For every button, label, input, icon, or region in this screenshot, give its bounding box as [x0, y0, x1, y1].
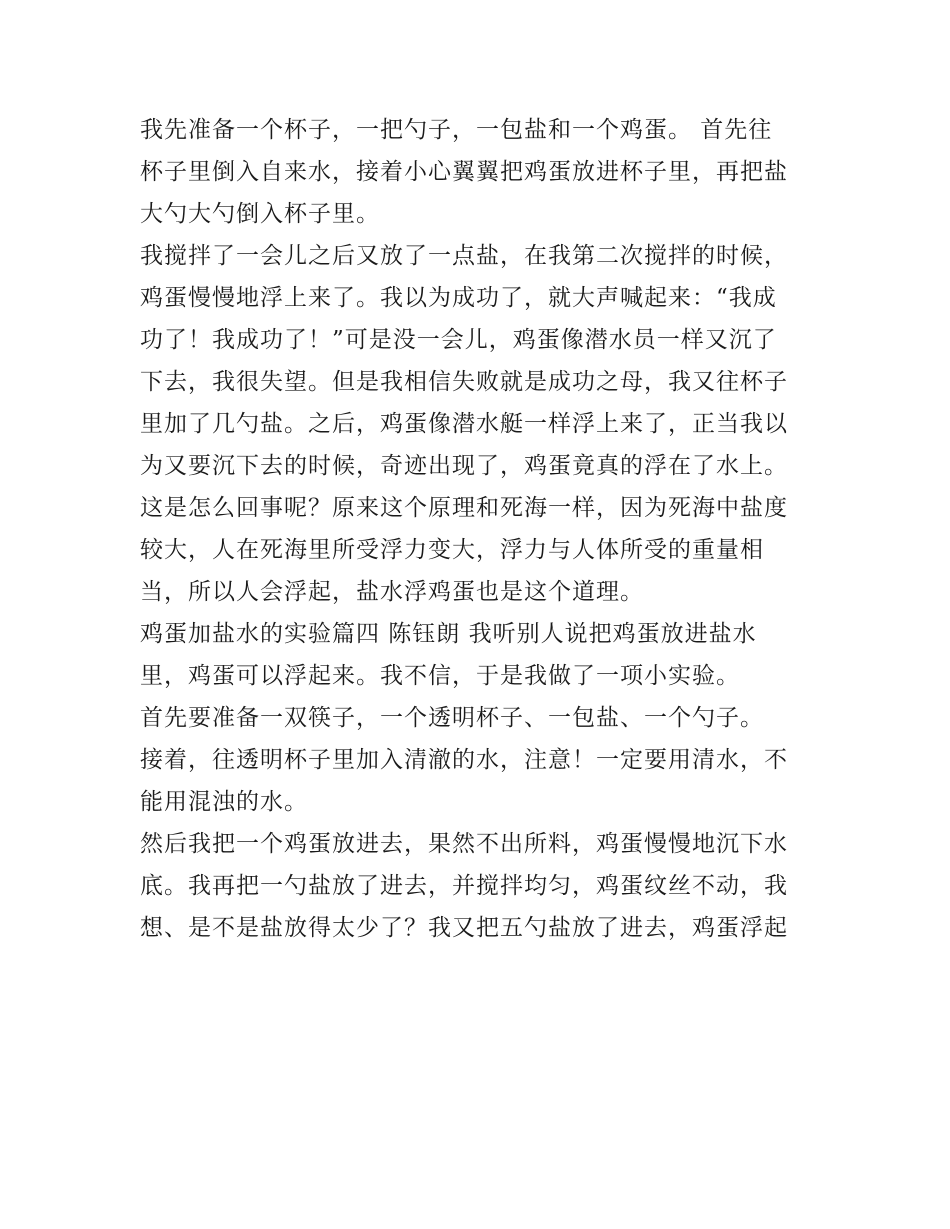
text-line: 功了！我成功了！”可是没一会儿，鸡蛋像潜水员一样又沉了 [140, 327, 777, 353]
text-line: 杯子里倒入自来水，接着小心翼翼把鸡蛋放进杯子里，再把盐 [140, 159, 788, 185]
text-line: 底。我再把一勺盐放了进去，并搅拌均匀，鸡蛋纹丝不动，我 [140, 873, 788, 899]
text-line: 为又要沉下去的时候，奇迹出现了，鸡蛋竟真的浮在了水上。 [140, 453, 788, 479]
text-line: 大勺大勺倒入杯子里。 [140, 201, 380, 227]
text-line: 接着，往透明杯子里加入清澈的水，注意！一定要用清水，不 [140, 747, 788, 773]
text-line: 然后我把一个鸡蛋放进去，果然不出所料，鸡蛋慢慢地沉下水 [140, 831, 788, 857]
text-line: 我先准备一个杯子，一把勺子，一包盐和一个鸡蛋。 首先往 [140, 117, 773, 143]
text-line: 里加了几勺盐。之后，鸡蛋像潜水艇一样浮上来了，正当我以 [140, 411, 788, 437]
text-line: 首先要准备一双筷子，一个透明杯子、一包盐、一个勺子。 [140, 705, 764, 731]
text-line: 我搅拌了一会儿之后又放了一点盐，在我第二次搅拌的时候， [140, 243, 788, 269]
text-line: 这是怎么回事呢？原来这个原理和死海一样，因为死海中盐度 [140, 495, 788, 521]
text-line: 想、是不是盐放得太少了？我又把五勺盐放了进去，鸡蛋浮起 [140, 915, 788, 941]
text-line: 里，鸡蛋可以浮起来。我不信，于是我做了一项小实验。 [140, 663, 740, 689]
document-body [140, 109, 820, 949]
text-line: 下去，我很失望。但是我相信失败就是成功之母，我又往杯子 [140, 369, 788, 395]
text-line: 较大，人在死海里所受浮力变大，浮力与人体所受的重量相 [140, 537, 764, 563]
text-line: 鸡蛋慢慢地浮上来了。我以为成功了，就大声喊起来：“我成 [140, 285, 777, 311]
text-line: 鸡蛋加盐水的实验篇四 陈钰朗 我听别人说把鸡蛋放进盐水 [140, 621, 757, 647]
text-line: 当，所以人会浮起，盐水浮鸡蛋也是这个道理。 [140, 579, 644, 605]
text-line: 能用混浊的水。 [140, 789, 308, 815]
